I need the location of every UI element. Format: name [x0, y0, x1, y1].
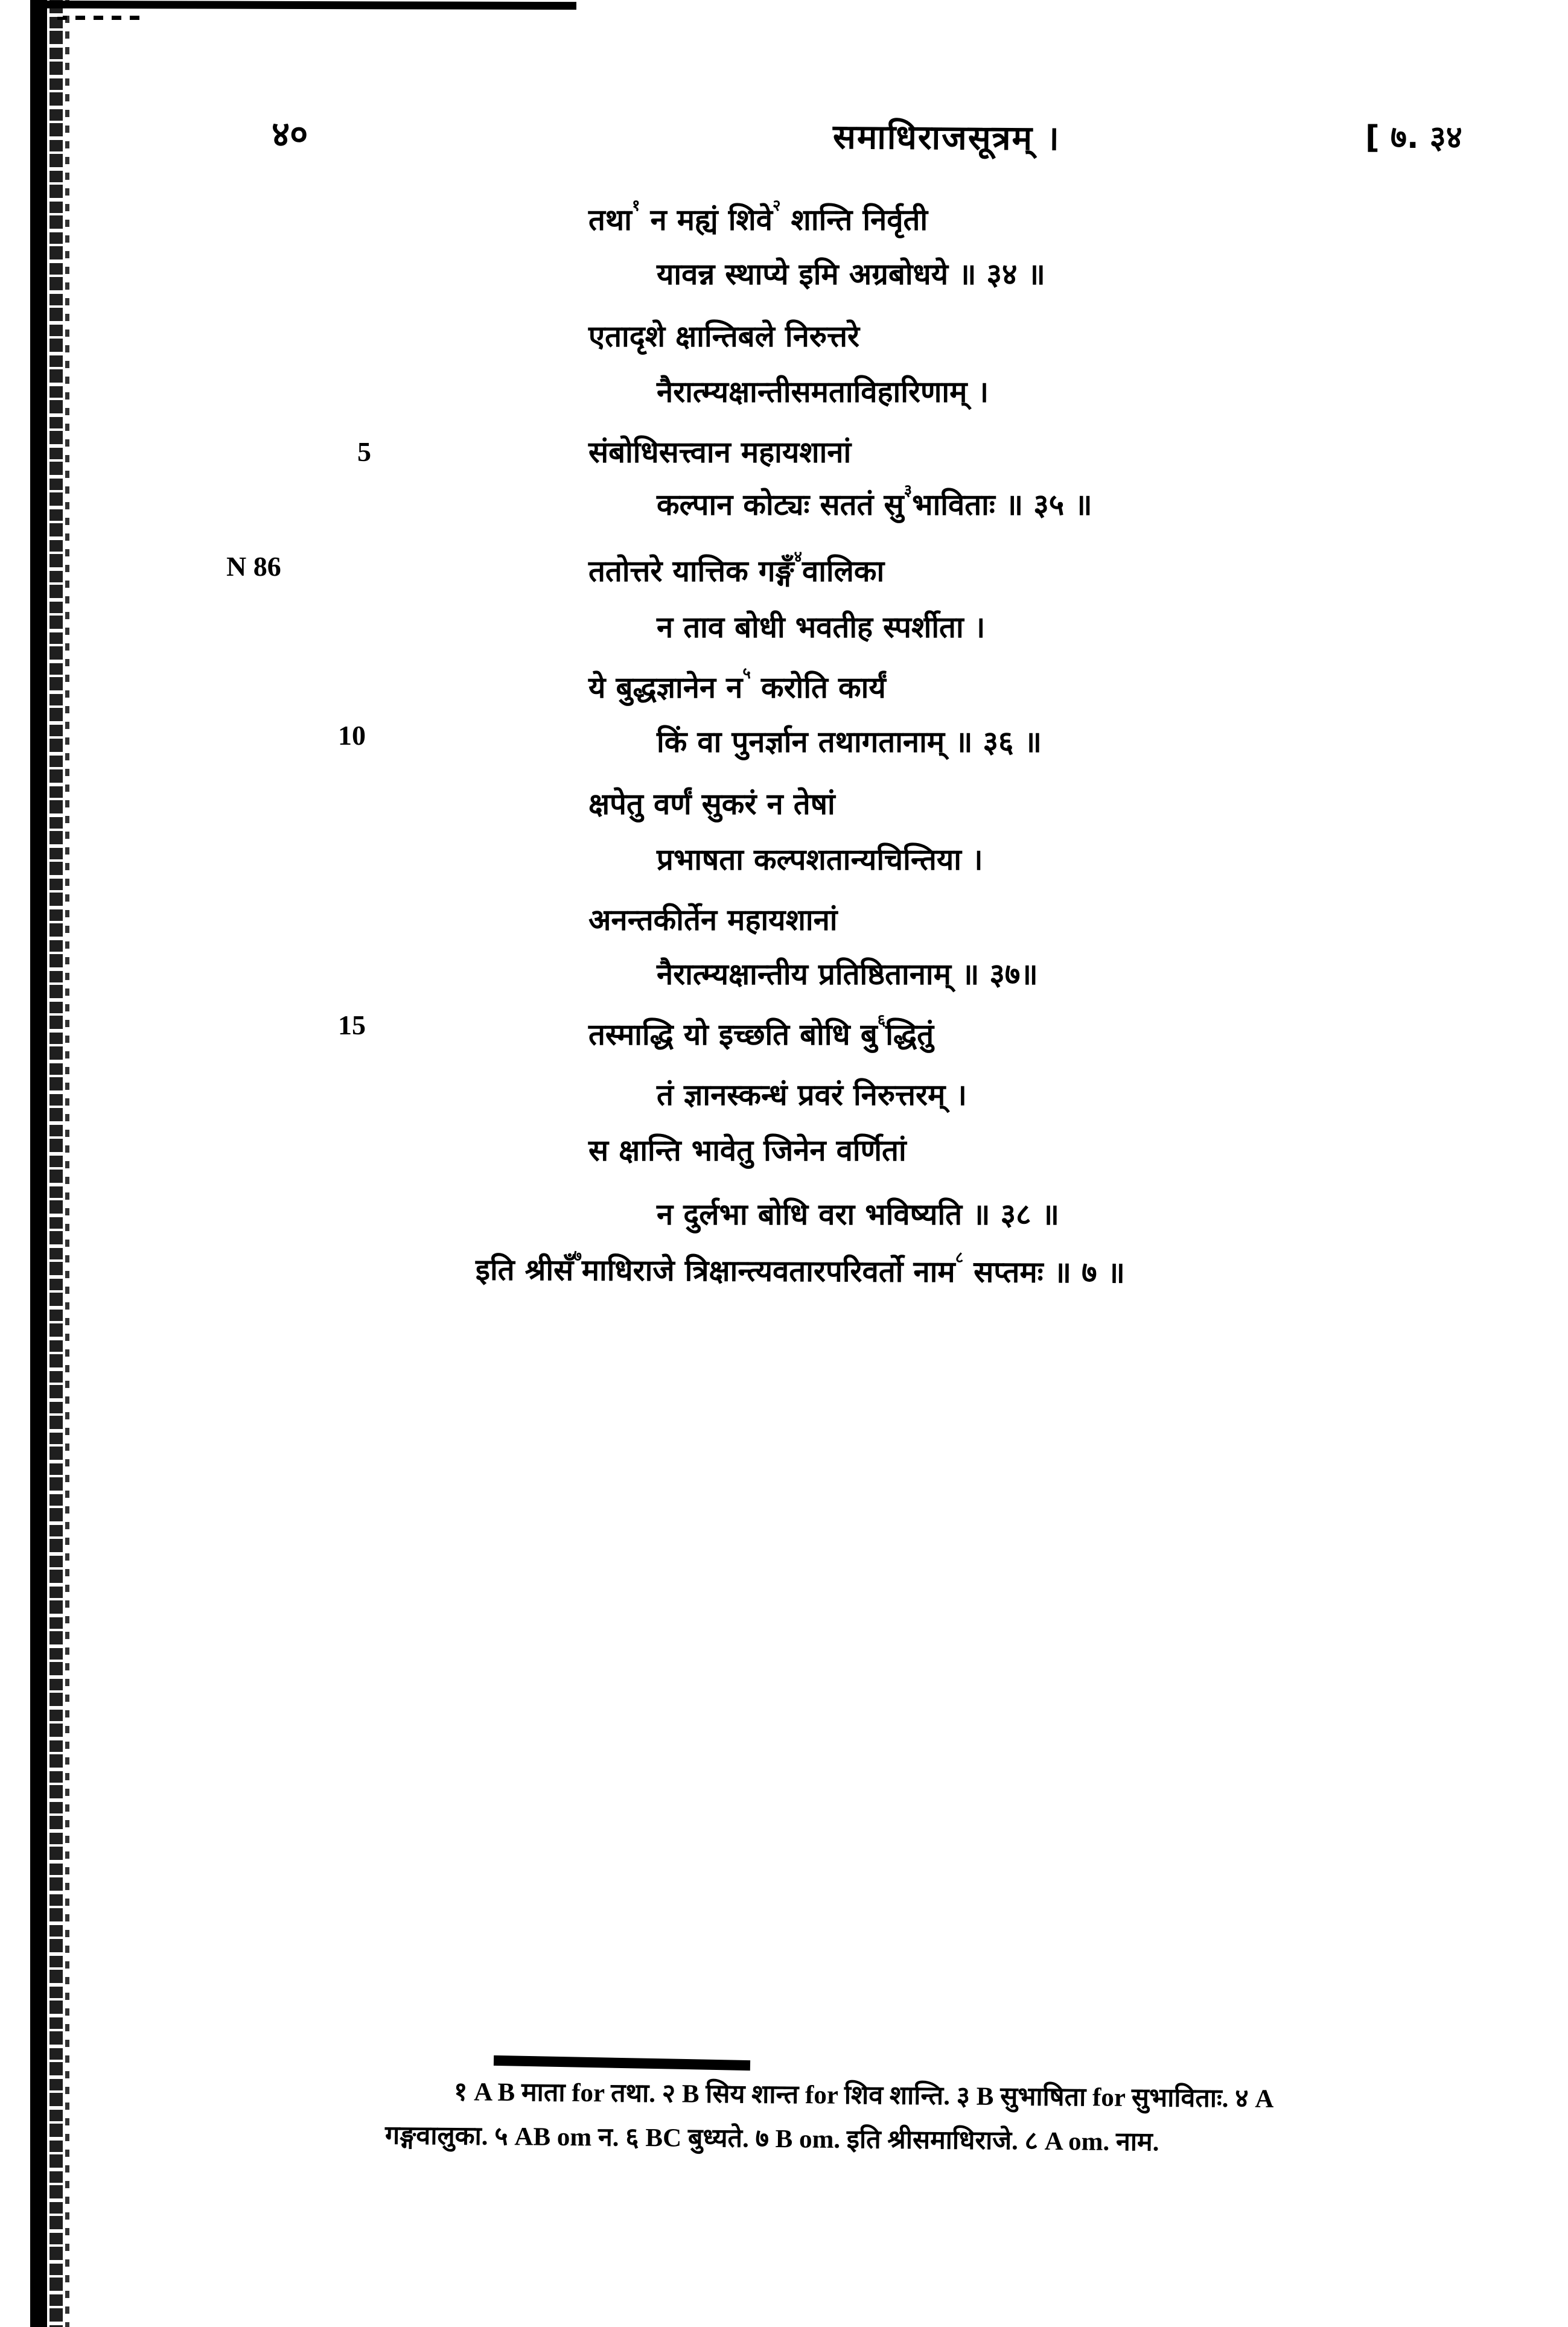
page-number: ४० [272, 113, 308, 154]
binding-gutter-bar [30, 0, 47, 2327]
verse-line: ये बुद्धज्ञानेन न$^५$ करोति कार्यं [588, 664, 886, 705]
verse-line: न ताव बोधी भवतीह स्पर्शीता । [657, 610, 986, 645]
margin-line-number-15: 15 [338, 1010, 366, 1040]
top-edge-scan-smudge [33, 1, 576, 10]
running-title: समाधिराजसूत्रम् । [832, 117, 1060, 159]
verse-line: नैरात्म्यक्षान्तीसमताविहारिणाम् । [657, 375, 989, 409]
verse-line: अनन्तकीर्तेन महायशानां [588, 903, 838, 937]
verse-line: तथा$^१$ न मह्यं शिवे$^२$ शान्ति निर्वृती [588, 197, 928, 237]
verse-line: तस्माद्धि यो इच्छति बोधि बु$^६$द्धितुं [588, 1011, 934, 1052]
margin-line-number-5: 5 [357, 436, 371, 467]
verse-line: यावन्न स्थाप्ये इमि अग्रबोधये ॥ ३४ ॥ [657, 257, 1045, 291]
verse-line: क्षपेतु वर्णं सुकरं न तेषां [588, 787, 835, 821]
margin-folio-reference: N 86 [226, 551, 281, 582]
verse-line: तं ज्ञानस्कन्धं प्रवरं निरुत्तरम् । [657, 1078, 967, 1112]
footnote-separator-rule [494, 2055, 750, 2071]
verse-line: प्रभाषता कल्पशतान्यचिन्तिया । [657, 842, 983, 877]
margin-line-number-10: 10 [338, 720, 366, 751]
verse-line: न दुर्लभा बोधि वरा भविष्यति ॥ ३८ ॥ [657, 1197, 1059, 1232]
chapter-colophon: इति श्रीसँ$^७$माधिराजे त्रिक्षान्त्यवतारपरिवर्तो नाम$^८$ सप्तमः ॥ ७ ॥ [475, 1247, 1126, 1290]
verse-line: ततोत्तरे यात्तिक गङ्गँ$^४$वालिका [588, 548, 885, 588]
verse-line: संबोधिसत्त्वान महायशानां [588, 435, 852, 470]
footnote-line: १ A B माता for तथा. २ B सिय शान्त for शिव शान्ति. ३ B सुभाषिता for सुभाविताः. ४ A [453, 2078, 1274, 2113]
verse-line: नैरात्म्यक्षान्तीय प्रतिष्ठितानाम् ॥ ३७॥ [657, 957, 1038, 992]
chapter-verse-reference: [ ७. ३४ [1365, 119, 1462, 156]
binding-gutter-speckle [49, 0, 63, 2327]
verse-line: स क्षान्ति भावेतु जिनेन वर्णितां [588, 1133, 907, 1168]
verse-line: कल्पान कोट्यः सततं सु$^३$भाविताः ॥ ३५ ॥ [657, 482, 1092, 522]
binding-gutter-line [65, 0, 69, 2327]
verse-line: एतादृशे क्षान्तिबले निरुत्तरे [588, 319, 860, 354]
verse-line: किं वा पुनर्ज्ञान तथागतानाम् ॥ ३६ ॥ [657, 725, 1042, 759]
top-left-dash-marks [57, 16, 148, 20]
footnote-line: गङ्गवालुका. ५ AB om न. ६ BC बुध्यते. ७ B om. इति श्रीसमाधिराजे. ८ A om. नाम. [384, 2121, 1159, 2157]
